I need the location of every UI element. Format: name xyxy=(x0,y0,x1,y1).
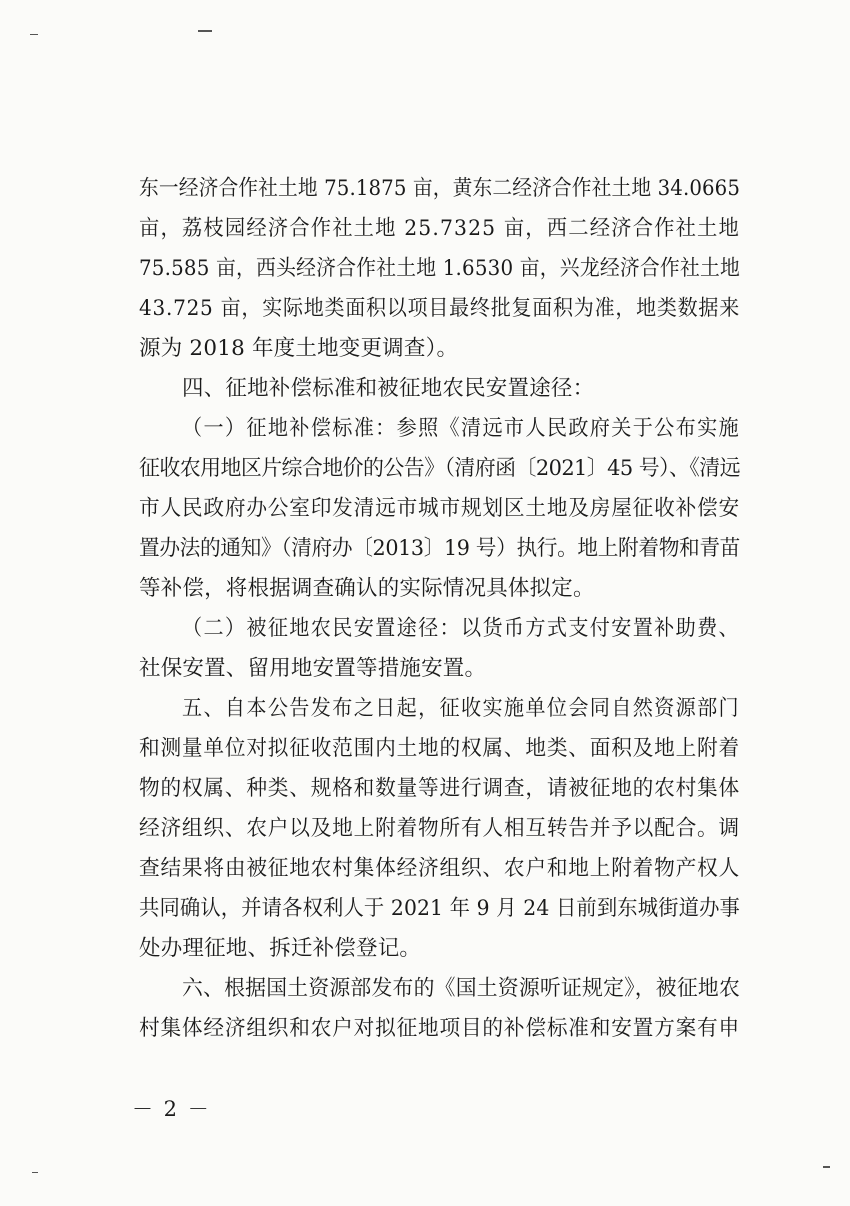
page-number: － 2 － xyxy=(132,1097,211,1121)
text-line: 村集体经济组织和农户对拟征地项目的补偿标准和安置方案有申 xyxy=(139,1016,740,1041)
text-line: 等补偿，将根据调查确认的实际情况具体拟定。 xyxy=(139,576,595,601)
text-line: 查结果将由被征地农村集体经济组织、农户和地上附着物产权人 xyxy=(139,856,740,881)
text-line: 物的权属、种类、规格和数量等进行调查，请被征地的农村集体 xyxy=(139,776,740,801)
text-line: 共同确认，并请各权利人于 2021 年 9 月 24 日前到东城街道办事 xyxy=(139,896,740,921)
text-line: 五、自本公告发布之日起，征收实施单位会同自然资源部门 xyxy=(182,696,741,721)
text-line: 置办法的通知》（清府办〔2013〕19 号）执行。地上附着物和青苗 xyxy=(139,536,741,561)
text-line: 经济组织、农户以及地上附着物所有人相互转告并予以配合。调 xyxy=(139,816,740,841)
text-line: 亩，荔枝园经济合作社土地 25.7325 亩，西二经济合作社土地 xyxy=(139,216,740,241)
scan-mark xyxy=(198,30,212,32)
text-line: 43.725 亩，实际地类面积以项目最终批复面积为准，地类数据来 xyxy=(139,296,740,321)
scan-mark xyxy=(32,1172,38,1173)
text-line: 处办理征地、拆迁补偿登记。 xyxy=(139,936,422,961)
text-line: 六、根据国土资源部发布的《国土资源听证规定》，被征地农 xyxy=(182,976,741,1001)
text-line: 和测量单位对拟征收范围内土地的权属、地类、面积及地上附着 xyxy=(139,736,740,761)
text-line: 市人民政府办公室印发清远市城市规划区土地及房屋征收补偿安 xyxy=(139,496,740,521)
text-line: 源为 2018 年度土地变更调查）。 xyxy=(139,336,459,361)
scan-mark xyxy=(30,34,38,35)
text-line: （一）征地补偿标准：参照《清远市人民政府关于公布实施 xyxy=(182,416,741,441)
text-line: （二）被征地农民安置途径：以货币方式支付安置补助费、 xyxy=(182,616,741,641)
text-line: 75.585 亩，西头经济合作社土地 1.6530 亩，兴龙经济合作社土地 xyxy=(139,256,741,281)
text-line: 四、征地补偿标准和被征地农民安置途径： xyxy=(182,376,595,401)
scan-mark xyxy=(823,1166,830,1168)
text-line: 征收农用地区片综合地价的公告》（清府函〔2021〕45 号）、《清远 xyxy=(139,456,740,481)
text-line: 东一经济合作社土地 75.1875 亩，黄东二经济合作社土地 34.0665 xyxy=(139,176,741,201)
text-line: 社保安置、留用地安置等措施安置。 xyxy=(139,656,487,681)
